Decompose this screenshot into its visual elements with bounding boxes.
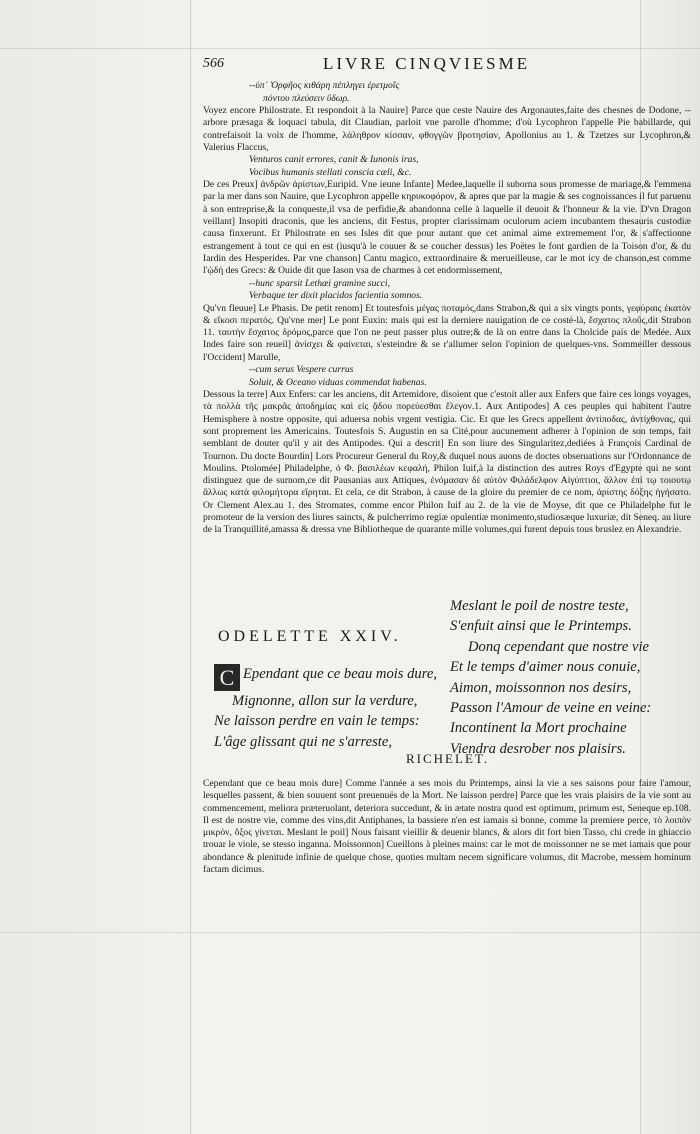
greek-verse: --ὑπ᾽ Ὀρφῆος κιθάρη πέπληγει ἐρετμοῖς	[249, 80, 400, 91]
commentary-paragraph: Cependant que ce beau mois dure] Comme l'année a ses mois du Printemps, ainsi la vie a ses saisons pour faire l'amour, lesquelles passent, & bien souuent sont preuenuës de la Mort. Ne laisson perdre] Parce que les vrais plaisirs de la vie sont au commencement, meliora præteruolant, deteriora succedunt, & in ætate nostra quod est optimum, primum est, Seneque ep.108. Il est de nostre vie, comme des vins,dit Antiphanes, la bassiere n'en est iamais si bonne, comme la premiere perce, τὸ λοιπὸν μικρόν, ὄξος γίνεται. Meslant le poil] Nous faisant vieillir & deuenir blancs, & alors dit fort bien Tasso, chi crede in ghiaccio trouar le viole, se stesso inganna. Moissonnon] Cueillons à pleines mains: car le mot de moissonner ne se met iamais que pour abondance & plenitude infinie de quelque chose, quoties multam necem significare volumus, dit Macrobe, messem hominum factam dicimus.	[203, 778, 691, 876]
page-header	[203, 56, 693, 78]
poem-line: Et le temps d'aimer nous conuie,	[450, 659, 641, 676]
scan-fold-line	[190, 0, 191, 1134]
commentary-top	[203, 80, 691, 537]
poem-line: Donq cependant que nostre vie	[468, 638, 650, 655]
scan-fold-line	[0, 48, 700, 49]
ode-title: ODELETTE XXIV.	[218, 628, 402, 645]
poem-line: S'enfuit ainsi que le Printemps.	[450, 618, 632, 635]
poem-line: Mignonne, allon sur la verdure,	[232, 693, 418, 709]
ode-first-line	[214, 664, 437, 691]
commentator-heading: RICHELET.	[406, 751, 490, 766]
poem-line: Aimon, moissonnon nos desirs,	[450, 679, 632, 696]
poem-line: Passon l'Amour de veine en veine:	[450, 700, 652, 717]
ode-column-right	[450, 596, 651, 759]
poem-line: Incontinent la Mort prochaine	[450, 720, 627, 737]
greek-verse: πόντου πλεύσειν ὕδωρ.	[263, 92, 350, 104]
commentary-paragraph: Dessous la terre] Aux Enfers: car les anciens, dit Artemidore, disoient que c'estoit aller aux Enfers que faire ces longs voyages, τὰ πολλὰ τῆς μακρᾶς ἀποδημίας καὶ εἰς ᾅδου πορεύεσθαι ἔλεγον.1. Aux Antipodes] A ces peuples qui habitent l'autre Hemisphere à nostre opposite, qui aduersa nobis vrgent vestigia. Cic. Et que les Grecs appellent ἀντίποδας, ἀντίχθονας, qui sont proprement les Americains. Toutesfois S. Augustin en sa Cité,pour aucunement adherer à l'opinion de son temps, fait semblant de douter qu'il y ait des Antipodes. Qui a descrit] En son liure des Singularitez,dediées à François Cardinal de Tournon. Du docte Bourdin] Lors Procureur General du Roy,& duquel nous auons de doctes obseruations sur l'Ordonnance de Moulins. Ptolomée] Philadelphe, ὁ Φ. βασιλέων κεφαλή, Philon Iuif,à la distinction des autres Roys d'Egypte qui ne sont distinguez que de surnom,ce dit Pausanias aux Attiques, ἐνόμασαν δὲ αὐτὸν Φιλάδελφον Αἰγύπτιοι, ἄλλον ἐπί τῳ τοιουτῳ ἄλλως κατὰ φιλομήτορα εἴρηται. Et cela, ce dit Strabon, à cause de la gloire du premier de ce nom, ἀρίστης δόξης ἡγήσατο. Or Clement Alex.au 1. des Stromates, comme encor Philon Iuif au 2. de la vie de Moyse, dit que ce Philadelphe fut le promoteur de la version des liures saincts, & pulcherrimo regiæ opulentiæ monimento,studiosæque luxuriæ, dit Seneq. au liure de la Tranquillité,amassa & dressa vne Bibliotheque de quarante mille volumes,qui furent depuis tous bruslez en Alexandrie.	[203, 389, 691, 536]
latin-verse: Verbaque ter dixit placidos facientia somnos.	[249, 290, 423, 302]
poem-line: Viendra desrober nos plaisirs.	[450, 740, 626, 757]
commentary-paragraph: Qu'vn fleuue] Le Phasis. De petit renom] Et toutesfois μέγας ποταμός,dans Strabon,& qui a six vingts ponts, γεφύραις ἐκατὸν & εἴκοσι περατός. Qu'vne mer] Le pont Euxin: mais qui est la derniere nauigation de ce costé-là, ἔσχατος πλοῦς,dit Strabon 11. ταυτὴν ἔσχατος δρόμος,parce que l'on ne peut passer plus outre;& de là on entre dans la Cholcide païs de Medée. Aux Indes faire son reueil] ἀνίσχει & φαίνεται, s'esteindre & se r'allumer selon l'opinion de quelques-vns. Sommeiller dessous l'Occident] Marulle,	[203, 302, 691, 363]
latin-verse: --cum serus Vespere currus	[249, 364, 354, 376]
ornamental-initial: C	[214, 664, 240, 691]
latin-verse: Vocibus humanis stellati conscia cæli, &c.	[249, 166, 412, 178]
commentary-paragraph: Voyez encore Philostrate. Et respondoit à la Nauire] Parce que ceste Nauire des Argonautes,faite des chesnes de Dodone, --arbore præsaga & loquaci tabula, dit Claudian, parloit vne parolle d'homme; d'où Lycophron l'appelle Pie babillarde, qui contrefaisoit la voix de l'homme, λάληθρον κίσσαν, φθογγῶν βροτησίαν, Apollonius au 1. & Tzetzes sur Lycophron,& Valerius Flaccus,	[203, 105, 691, 153]
poem-line: Ependant que ce beau mois dure,	[243, 666, 437, 682]
scan-fold-line	[0, 932, 700, 933]
commentary-bottom	[203, 778, 691, 876]
poem-line: Meslant le poil de nostre teste,	[450, 598, 629, 614]
commentary-paragraph: De ces Preux] ἀνδρῶν ἀρίστων,Euripid. Vne ieune Infante] Medee,laquelle il suborna sous promesse de mariage,& l'emmena par la mer dans son Nauire, que Lycophron appelle κηρυκοφόρον, & apres que par la magie & ses cognoissances il fut paruenu à son entreprise,& la conqueste,il vsa de perfidie,& abandonna celle à laquelle il deuoit & l'honneur & la vie. D'vn Dragon veillant] Insopiti draconis, que les anciens, dit Festus, propter clarissimam oculorum aciem incubantem thesauris custodiæ causa finxerunt. Et Philostrate en ses Isles dit que pour autant que cet animal aime extremement l'or, & s'affectionne estrangement à tout ce qui en est (iusqu'à le couuer & se coucher dessus) les Poëtes le font gardien de la Toison d'or, & du Iardin des Hesperides. Par vne chanson] Cantu magico, extraordinaire & merueilleuse, car le mot icy de chanson,est comme l'ᾠδή des Grecs: & Ouide dit que Iason vsa de charmes à cet endormissement,	[203, 179, 691, 277]
running-title: LIVRE CINQVIESME	[323, 54, 531, 73]
poem-line: L'âge glissant qui ne s'arreste,	[214, 733, 392, 750]
page-number: 566	[203, 56, 224, 71]
latin-verse: --hunc sparsit Lethæi gramine succi,	[249, 277, 390, 289]
latin-verse: Venturos canit errores, canit & Iunonis iras,	[249, 154, 419, 166]
poem-line: Ne laisson perdre en vain le temps:	[214, 713, 420, 730]
latin-verse: Soluit, & Oceano viduas commendat habenas.	[249, 376, 427, 388]
ode-column-left	[214, 664, 437, 752]
